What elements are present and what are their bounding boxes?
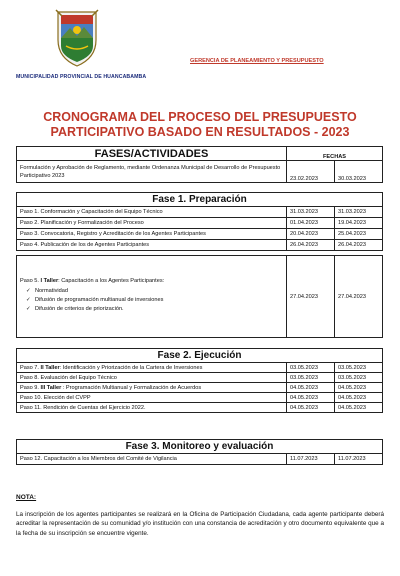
- row-date-to: 27.04.2023: [335, 256, 383, 338]
- table-row: [17, 403, 383, 413]
- row-label-prefix: Paso 8. Evaluación del Equipo Técnico: [20, 374, 117, 381]
- list-item: [26, 297, 283, 303]
- row-date-from: 31.03.2023: [287, 207, 335, 218]
- note-text: La inscripción de los agentes participantes se realizará en la Oficina de Participación Ciudadana, cada agente participante deberá acreditar la representación de su comunidad y/o institución con una constancia de acreditación y otro documento equivalente que a la fecha de su inscripción se encuentre vigente.: [16, 511, 384, 537]
- row-label-rest: : Programación Multianual y Formalización de Acuerdos: [61, 384, 202, 391]
- note-heading: NOTA:: [16, 494, 37, 501]
- row-label: [17, 363, 287, 373]
- table-row: [17, 363, 383, 373]
- table-row: [17, 256, 383, 338]
- phase3-table: [16, 439, 383, 465]
- row-label: Formulación y Aprobación de Reglamento, mediante Ordenanza Municipal de Desarrollo de Presupuesto Participativo 2023: [17, 161, 287, 183]
- list-item-label: Difusión de programación multianual de inversiones: [35, 297, 164, 303]
- phase2-table: [16, 348, 383, 413]
- row-date-from: 27.04.2023: [287, 256, 335, 338]
- table-row: [17, 373, 383, 383]
- table-row: [17, 454, 383, 465]
- row-date-to: 25.04.2023: [335, 229, 383, 240]
- table-row: [17, 229, 383, 240]
- table-row: [17, 240, 383, 251]
- row-date-from: 03.05.2023: [287, 373, 335, 383]
- row-date-to: 30.03.2023: [335, 161, 383, 183]
- row-label: [17, 403, 287, 413]
- row-label: [17, 383, 287, 393]
- col-header-dates: FECHAS: [287, 147, 383, 161]
- row-date-to: 03.05.2023: [335, 363, 383, 373]
- row-date-from: 01.04.2023: [287, 218, 335, 229]
- row-date-to: 26.04.2023: [335, 240, 383, 251]
- list-item: [26, 306, 283, 312]
- row-label: [17, 373, 287, 383]
- table-row: [17, 218, 383, 229]
- row-date-to: 11.07.2023: [335, 454, 383, 465]
- row-date-to: 19.04.2023: [335, 218, 383, 229]
- check-icon: ✓: [26, 297, 31, 303]
- row-date-from: 04.05.2023: [287, 403, 335, 413]
- list-item: [26, 288, 283, 294]
- row-date-from: 04.05.2023: [287, 383, 335, 393]
- phase1-table: [16, 192, 383, 338]
- paso5-rest: : Capacitación a los Agentes Participantes:: [58, 278, 165, 284]
- document-title-line1: CRONOGRAMA DEL PROCESO DEL PRESUPUESTO: [43, 110, 357, 124]
- row-date-from: 20.04.2023: [287, 229, 335, 240]
- row-date-from: 11.07.2023: [287, 454, 335, 465]
- municipal-crest-logo: [54, 6, 100, 68]
- row-date-to: 03.05.2023: [335, 373, 383, 383]
- row-date-from: 04.05.2023: [287, 393, 335, 403]
- municipality-name: MUNICIPALIDAD PROVINCIAL DE HUANCABAMBA: [16, 74, 147, 80]
- row-label: [17, 393, 287, 403]
- phase2-title: Fase 2. Ejecución: [17, 349, 383, 363]
- row-label-prefix: Paso 11. Rendición de Cuentas del Ejercicio 2022.: [20, 404, 146, 411]
- table-row: [17, 393, 383, 403]
- check-icon: ✓: [26, 288, 31, 294]
- col-header-activities: FASES/ACTIVIDADES: [17, 147, 287, 161]
- row-date-from: 03.05.2023: [287, 363, 335, 373]
- document-title-line2: PARTICIPATIVO BASADO EN RESULTADOS - 2023: [50, 125, 350, 139]
- paso5-bold: I Taller: [40, 278, 59, 284]
- check-icon: ✓: [26, 306, 31, 312]
- schedule-header-table: [16, 146, 383, 183]
- paso5-cell: [17, 256, 287, 338]
- row-label-prefix: Paso 9.: [20, 384, 41, 391]
- row-label-rest: : Identificación y Priorización de la Cartera de Inversiones: [59, 364, 203, 371]
- office-name: GERENCIA DE PLANEAMIENTO Y PRESUPUESTO: [190, 58, 324, 64]
- row-label-prefix: Paso 7.: [20, 364, 41, 371]
- table-row: [17, 161, 383, 183]
- phase3-title: Fase 3. Monitoreo y evaluación: [17, 440, 383, 454]
- list-item-label: Difusión de criterios de priorización.: [35, 306, 124, 312]
- row-label: Paso 1. Conformación y Capacitación del Equipo Técnico: [17, 207, 287, 218]
- phase1-title: Fase 1. Preparación: [17, 193, 383, 207]
- row-label-prefix: Paso 10. Elección del CVPP: [20, 394, 91, 401]
- row-label: Paso 3. Convocatoria, Registro y Acreditación de los Agentes Participantes: [17, 229, 287, 240]
- row-date-to: 04.05.2023: [335, 383, 383, 393]
- row-date-to: 04.05.2023: [335, 393, 383, 403]
- row-date-from: 23.02.2023: [287, 161, 335, 183]
- row-date-from: 26.04.2023: [287, 240, 335, 251]
- row-label: Paso 4. Publicación de los de Agentes Participantes: [17, 240, 287, 251]
- list-item-label: Normatividad: [35, 288, 68, 294]
- row-label-bold: III Taller: [40, 384, 62, 391]
- table-row: [17, 383, 383, 393]
- paso5-prefix: Paso 5.: [20, 278, 41, 284]
- row-label-bold: II Taller: [40, 364, 60, 371]
- paso5-topics-list: [26, 288, 283, 312]
- table-row: [17, 207, 383, 218]
- row-label: Paso 2. Planificación y Formalización del Proceso: [17, 218, 287, 229]
- row-date-to: 31.03.2023: [335, 207, 383, 218]
- row-date-to: 04.05.2023: [335, 403, 383, 413]
- row-label: Paso 12. Capacitación a los Miembros del Comité de Vigilancia: [17, 454, 287, 465]
